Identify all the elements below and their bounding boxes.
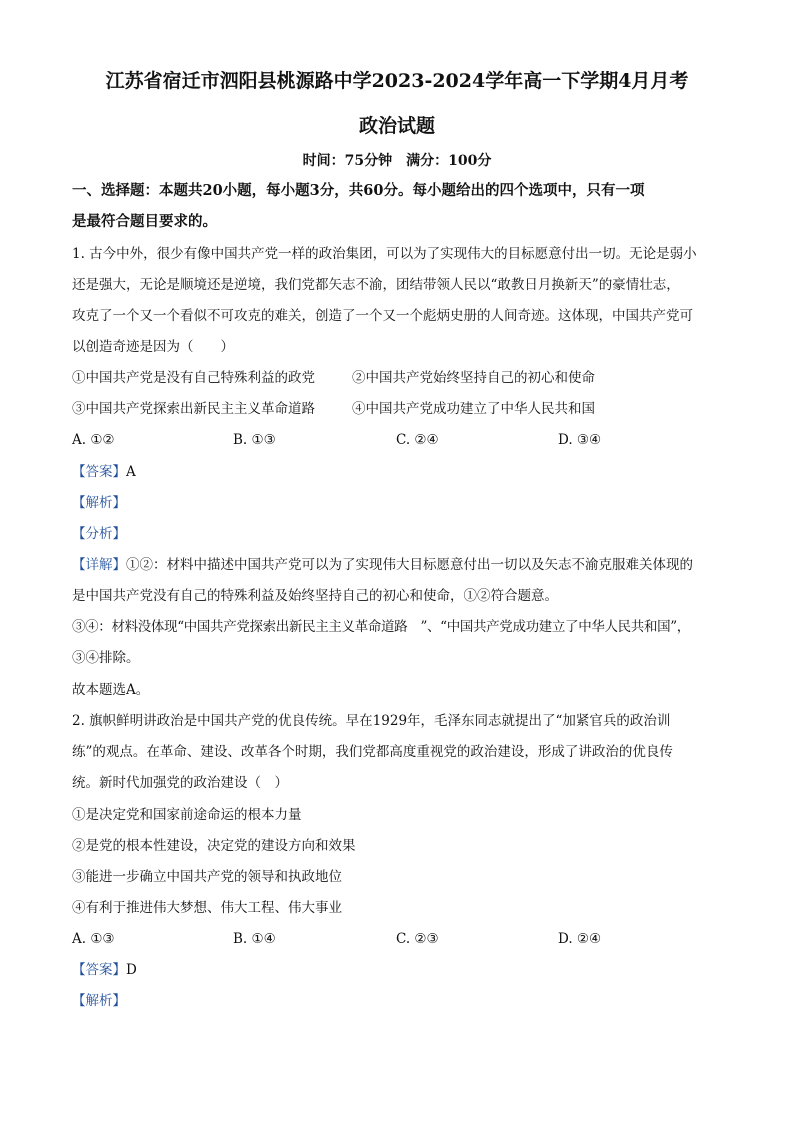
document-title: 江苏省宿迁市泗阳县桃源路中学2023-2024学年高一下学期4月月考 <box>105 70 689 92</box>
answer-label: 【答案】 <box>72 464 126 480</box>
answer-label: 【答案】 <box>72 962 126 978</box>
answer-value: A <box>126 464 136 480</box>
q1-fenxi-label: 【分析】 <box>72 526 126 542</box>
q1-option-b: B. ①③ <box>233 432 276 448</box>
q1-stem-line: 1. 古今中外，很少有像中国共产党一样的政治集团，可以为了实现伟大的目标愿意付出一切。无论是弱小 <box>72 246 697 262</box>
answer-value: D <box>126 962 137 978</box>
q1-detail-line: ③④排除。 <box>72 650 140 666</box>
q1-detail-line: 是中国共产党没有自己的特殊利益及始终坚持自己的初心和使命，①②符合题意。 <box>72 588 558 604</box>
q1-answer <box>72 462 136 482</box>
q2-analysis-label: 【解析】 <box>72 993 126 1009</box>
q2-stem-line: 2. 旗帜鲜明讲政治是中国共产党的优良传统。早在1929年，毛泽东同志就提出了“加紧官兵的政治训 <box>72 713 671 729</box>
q2-statement: ③能进一步确立中国共产党的领导和执政地位 <box>72 869 342 885</box>
q2-statement: ①是决定党和国家前途命运的根本力量 <box>72 807 302 823</box>
q2-option-c: C. ②③ <box>396 931 439 947</box>
q1-detail-line <box>72 555 693 575</box>
q2-answer <box>72 960 137 980</box>
detail-label: 【详解】 <box>72 557 126 573</box>
detail-text: ①②：材料中描述中国共产党可以为了实现伟大目标愿意付出一切以及矢志不渝克服难关体现的 <box>126 557 693 573</box>
q2-option-d: D. ②④ <box>558 931 602 947</box>
q1-stem-line: 以创造奇迹是因为（ ） <box>72 339 234 355</box>
q1-analysis-label: 【解析】 <box>72 495 126 511</box>
q1-statement: ②中国共产党始终坚持自己的初心和使命 <box>352 370 595 386</box>
q2-option-b: B. ①④ <box>233 931 276 947</box>
q1-option-d: D. ③④ <box>558 432 602 448</box>
document-subtitle: 政治试题 <box>358 115 435 137</box>
section-heading: 一、选择题：本题共20小题，每小题3分，共60分。每小题给出的四个选项中，只有一项 <box>72 182 645 199</box>
q2-option-a: A. ①③ <box>72 931 115 947</box>
q1-conclusion: 故本题选A。 <box>72 682 150 698</box>
exam-meta: 时间：75分钟 满分：100分 <box>302 153 492 169</box>
q1-stem-line: 还是强大，无论是顺境还是逆境，我们党都矢志不渝，团结带领人民以“敢教日月换新天”的豪情壮志， <box>72 277 680 293</box>
q1-statement: ③中国共产党探索出新民主主义革命道路 <box>72 401 315 417</box>
q2-stem-line: 练”的观点。在革命、建设、改革各个时期，我们党都高度重视党的政治建设，形成了讲政治的优良传 <box>72 744 673 760</box>
q2-stem-line: 统。新时代加强党的政治建设（ ） <box>72 775 288 791</box>
q1-option-c: C. ②④ <box>396 432 439 448</box>
q2-statement: ④有利于推进伟大梦想、伟大工程、伟大事业 <box>72 900 342 916</box>
q1-stem-line: 攻克了一个又一个看似不可攻克的难关，创造了一个又一个彪炳史册的人间奇迹。这体现，中国共产党可 <box>72 308 693 324</box>
section-heading-cont: 是最符合题目要求的。 <box>72 213 217 230</box>
q1-detail-line: ③④：材料没体现“中国共产党探索出新民主主义革命道路 ”、“中国共产党成功建立了中华人民共和国”， <box>72 619 690 635</box>
q2-statement: ②是党的根本性建设，决定党的建设方向和效果 <box>72 838 356 854</box>
q1-statement: ①中国共产党是没有自己特殊利益的政党 <box>72 370 315 386</box>
q1-statement: ④中国共产党成功建立了中华人民共和国 <box>352 401 595 417</box>
q1-option-a: A. ①② <box>72 432 115 448</box>
